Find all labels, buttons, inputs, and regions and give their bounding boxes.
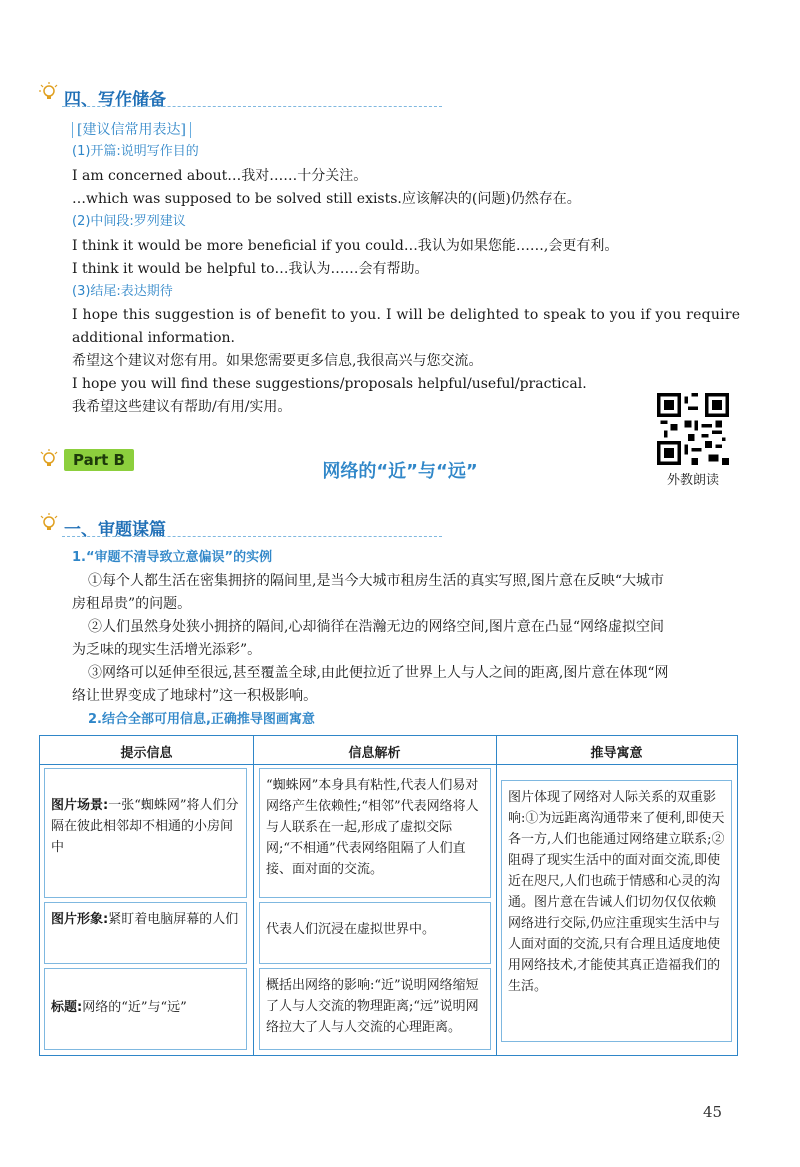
table-row xyxy=(44,902,247,964)
table-header xyxy=(40,736,737,765)
text-line: ①每个人都生活在密集拥挤的隔间里,是当今大城市租房生活的真实写照,图片意在反映“大城市 xyxy=(88,573,665,589)
subheading: (2)中间段:罗列建议 xyxy=(72,214,186,229)
part-b-badge: Part B xyxy=(64,449,134,471)
qr-code-icon[interactable] xyxy=(657,393,729,465)
text-line: I hope this suggestion is of benefit to you. I will be delighted to speak to you if you require xyxy=(72,307,741,323)
text-line: ②人们虽然身处狭小拥挤的隔间,心却徜徉在浩瀚无边的网络空间,图片意在凸显“网络虚拟空间 xyxy=(88,619,665,635)
section-heading: 一、审题谋篇 xyxy=(64,520,166,540)
text-line: 为乏味的现实生活增光添彩”。 xyxy=(72,642,262,658)
column-header: 提示信息 xyxy=(120,746,173,761)
row-label: 标题: xyxy=(51,1000,83,1015)
text-line: I am concerned about…我对……十分关注。 xyxy=(72,168,368,184)
text-line: 络让世界变成了地球村”这一积极影响。 xyxy=(72,688,318,704)
text-line: I think it would be more beneficial if you could…我认为如果您能……,会更有利。 xyxy=(72,238,619,254)
heading-rule xyxy=(62,536,442,537)
text-line: …which was supposed to be solved still exists.应该解决的(问题)仍然存在。 xyxy=(72,191,581,207)
row-label: 图片形象: xyxy=(51,912,109,927)
column-divider xyxy=(253,736,254,1055)
analysis-cell: “蜘蛛网”本身具有粘性,代表人们易对网络产生依赖性;“相邻”代表网络将人与人联系在一起,形成了虚拟交际网;“不相通”代表网络阻隔了人们直接、面对面的交流。 xyxy=(259,768,491,898)
analysis-cell: 代表人们沉浸在虚拟世界中。 xyxy=(259,902,491,964)
column-header: 信息解析 xyxy=(348,746,401,761)
hint-text: 网络的“近”与“远” xyxy=(82,1000,187,1015)
meaning-cell: 图片体现了网络对人际关系的双重影响:①为远距离沟通带来了便利,即使天各一方,人们也能通过网络建立联系;②阻碍了现实生活中的面对面交流,即使近在咫尺,人们也疏于情感和心灵的沟通。图片意在告诫人们切勿仅仅依赖网络进行交际,仍应注重现实生活中与人面对面的交流,只有合理且适度地使用网络技术,才能使其真正造福我们的生活。 xyxy=(501,780,732,1042)
page-number: 45 xyxy=(703,1103,723,1121)
expressions-label: [建议信常用表达] xyxy=(72,120,191,140)
subheading: 2.结合全部可用信息,正确推导图画寓意 xyxy=(88,712,315,727)
page-title: 网络的“近”与“远” xyxy=(322,461,478,482)
row-label: 图片场景: xyxy=(51,798,109,813)
table-row xyxy=(44,768,247,898)
table-row xyxy=(44,968,247,1050)
text-line: 希望这个建议对您有用。如果您需要更多信息,我很高兴与您交流。 xyxy=(72,353,483,369)
subheading: 1.“审题不清导致立意偏误”的实例 xyxy=(72,550,273,565)
text-line: additional information. xyxy=(72,330,235,346)
meaning-table xyxy=(39,735,738,1056)
column-divider xyxy=(496,736,497,1055)
text-line: I think it would be helpful to…我认为……会有帮助。 xyxy=(72,261,429,277)
text-line: I hope you will find these suggestions/proposals helpful/useful/practical. xyxy=(72,376,587,392)
section-heading: 四、写作储备 xyxy=(64,90,166,110)
lightbulb-icon xyxy=(38,512,60,534)
text-line: 房租昂贵”的问题。 xyxy=(72,596,192,612)
qr-code-label: 外教朗读 xyxy=(666,473,719,488)
text-line: ③网络可以延伸至很远,甚至覆盖全球,由此便拉近了世界上人与人之间的距离,图片意在体现“网 xyxy=(88,665,669,681)
text-line: 我希望这些建议有帮助/有用/实用。 xyxy=(72,399,292,415)
heading-rule xyxy=(62,106,442,107)
analysis-cell: 概括出网络的影响:“近”说明网络缩短了人与人交流的物理距离;“远”说明网络拉大了人与人交流的心理距离。 xyxy=(259,968,491,1050)
lightbulb-icon xyxy=(38,81,60,103)
subheading: (1)开篇:说明写作目的 xyxy=(72,144,199,159)
subheading: (3)结尾:表达期待 xyxy=(72,284,173,299)
column-header: 推导寓意 xyxy=(590,746,643,761)
hint-text: 一张“蜘蛛网”将人们分隔在彼此相邻却不相通的小房间中 xyxy=(51,798,239,855)
hint-text: 紧盯着电脑屏幕的人们 xyxy=(108,912,239,927)
